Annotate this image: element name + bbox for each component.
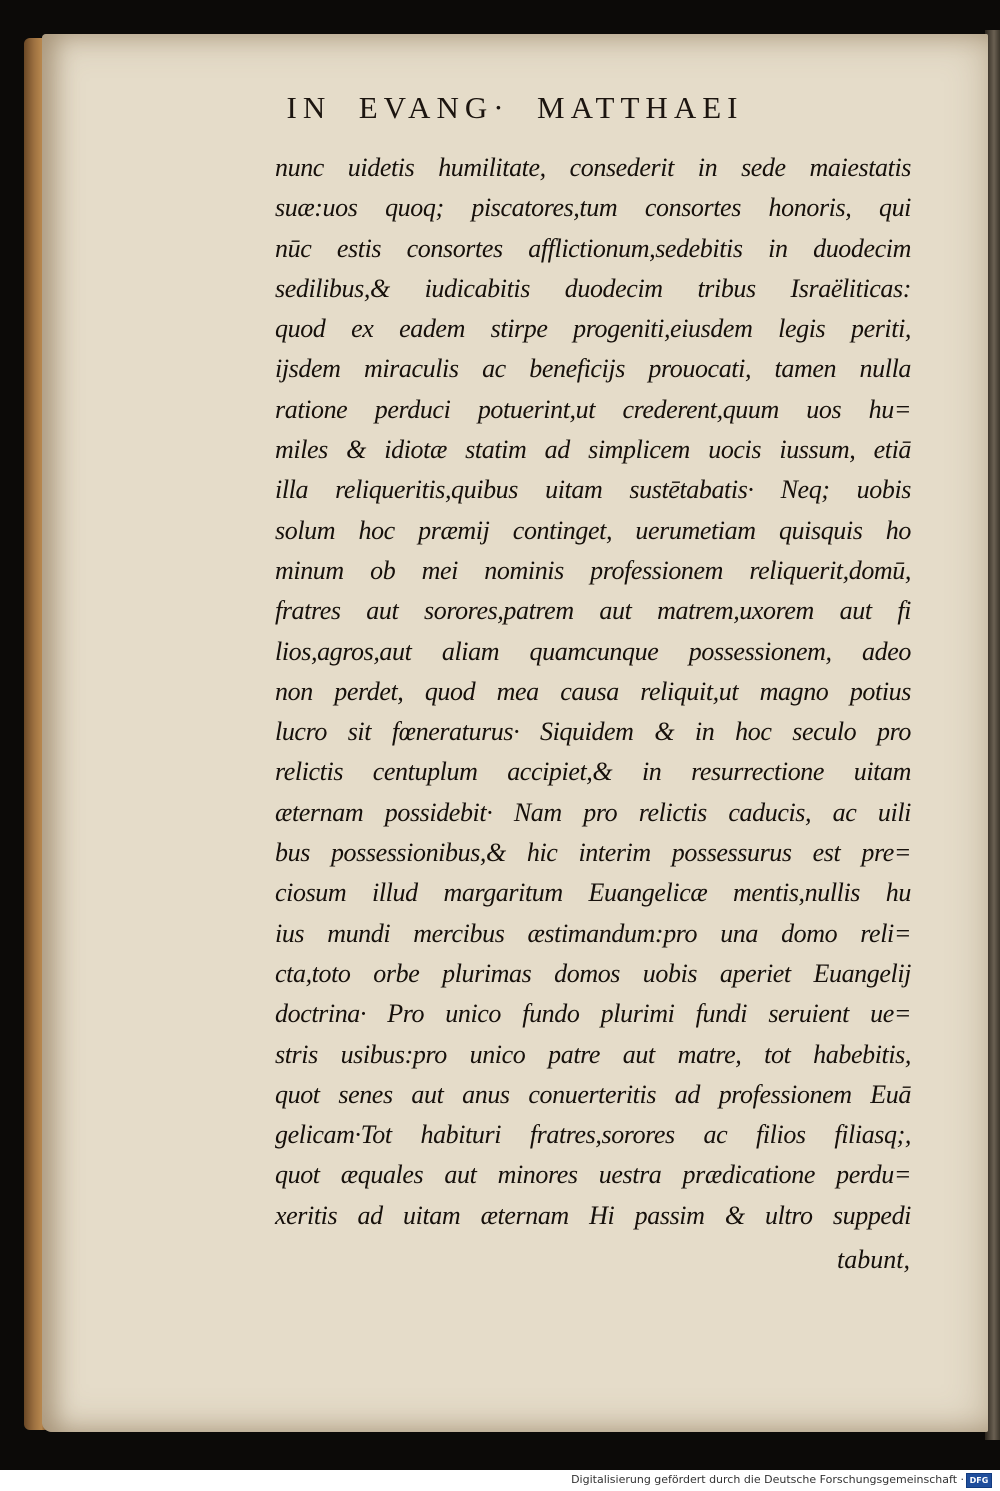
- text-line: illa reliqueritis,quibus uitam sustētabatis· Neq; uobis: [275, 475, 911, 505]
- text-line: minum ob mei nominis professionem reliquerit,domū,: [275, 555, 911, 585]
- catchword: tabunt,: [837, 1245, 910, 1274]
- text-line: ius mundi mercibus æstimandum:pro una domo reli=: [275, 918, 911, 948]
- text-line: sedilibus,& iudicabitis duodecim tribus Israëliticas:: [275, 273, 911, 303]
- dfg-logo-icon: DFG: [966, 1473, 992, 1488]
- text-line: relictis centuplum accipiet,& in resurrectione uitam: [275, 757, 911, 787]
- text-line: gelicam·Tot habituri fratres,sorores ac filios filiasq;,: [275, 1120, 911, 1150]
- text-line: doctrina· Pro unico fundo plurimi fundi seruient ue=: [275, 999, 911, 1029]
- text-line: quot æquales aut minores uestra prædicatione perdu=: [275, 1160, 911, 1190]
- funding-credit: Digitalisierung gefördert durch die Deutsche Forschungsgemeinschaft ·: [571, 1473, 964, 1486]
- text-line: ratione perduci potuerint,ut crederent,quum uos hu=: [275, 394, 911, 424]
- text-line: non perdet, quod mea causa reliquit,ut magno potius: [275, 676, 911, 706]
- text-line: lios,agros,aut aliam quamcunque possessionem, adeo: [275, 636, 911, 666]
- text-line: solum hoc præmij continget, uerumetiam quisquis ho: [275, 515, 911, 545]
- text-line: nunc uidetis humilitate, consederit in sede maiestatis: [275, 153, 911, 182]
- text-line: æternam possidebit· Nam pro relictis caducis, ac uili: [275, 797, 911, 827]
- text-line: xeritis ad uitam æternam Hi passim & ultro suppedi: [275, 1200, 911, 1230]
- text-line: quot senes aut anus conuerteritis ad professionem Euā: [275, 1079, 911, 1109]
- text-line: cta,toto orbe plurimas domos uobis aperiet Euangelij: [275, 958, 911, 988]
- text-line: ijsdem miraculis ac beneficijs prouocati, tamen nulla: [275, 354, 911, 384]
- text-line: fratres aut sorores,patrem aut matrem,uxorem aut fi: [275, 596, 911, 626]
- text-line: lucro sit fœneraturus· Siquidem & in hoc seculo pro: [275, 717, 911, 747]
- text-line: stris usibus:pro unico patre aut matre, tot habebitis,: [275, 1039, 911, 1069]
- text-line: nūc estis consortes afflictionum,sedebitis in duodecim: [275, 233, 911, 263]
- running-head: IN EVANG· MATTHAEI: [286, 90, 744, 125]
- text-line: bus possessionibus,& hic interim possessurus est pre=: [275, 838, 911, 868]
- text-block: [275, 148, 911, 1236]
- text-line: ciosum illud margaritum Euangelicæ mentis,nullis hu: [275, 878, 911, 908]
- text-line: quod ex eadem stirpe progeniti,eiusdem legis periti,: [275, 314, 911, 344]
- text-line: miles & idiotæ statim ad simplicem uocis iussum, etiā: [275, 435, 911, 465]
- text-line: suæ:uos quoq; piscatores,tum consortes honoris, qui: [275, 193, 911, 223]
